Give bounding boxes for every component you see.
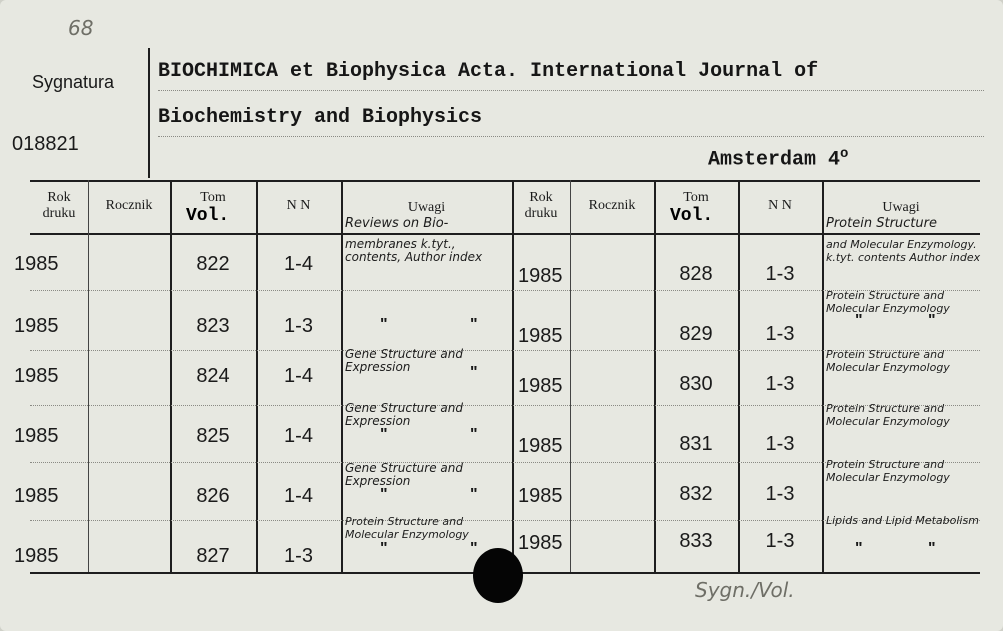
- left-row-3-year: 1985: [14, 365, 59, 387]
- left-note-5: Gene Structure and Expression: [345, 461, 463, 488]
- left-row-4-year: 1985: [14, 425, 59, 447]
- header-rok-druku-right: Rok druku: [524, 190, 558, 221]
- ditto-mark: ": [928, 312, 936, 329]
- title-dotted-2: [158, 136, 984, 137]
- header-uwagi: Uwagi: [407, 200, 446, 215]
- left-note-1: membranes k.tyt., contents, Author index: [345, 237, 483, 264]
- stamp-vol-right: Vol.: [670, 206, 714, 226]
- right-row-6-nn: 1-3: [765, 530, 795, 552]
- right-row-4-nn: 1-3: [765, 433, 795, 455]
- left-row-3-nn: 1-4: [284, 365, 313, 387]
- col-divider: [341, 180, 343, 572]
- ditto-mark: ": [470, 540, 478, 557]
- title-line-1: BIOCHIMICA et Biophysica Acta. International Journal of: [158, 60, 819, 83]
- ditto-mark: ": [380, 426, 388, 443]
- col-divider: [822, 180, 824, 572]
- right-note-4: Protein Structure and Molecular Enzymology: [826, 402, 950, 428]
- left-row-2-nn: 1-3: [284, 315, 313, 337]
- left-row-5-year: 1985: [14, 485, 59, 507]
- col-divider: [88, 180, 89, 572]
- right-row-4-vol: 831: [679, 433, 713, 455]
- col-divider: [570, 180, 571, 572]
- right-row-4-year: 1985: [518, 435, 563, 457]
- signature-divider: [148, 48, 150, 178]
- left-row-3-vol: 824: [196, 365, 230, 387]
- right-row-1-nn: 1-3: [765, 263, 795, 285]
- left-row-6-nn: 1-3: [284, 545, 313, 567]
- right-row-2-vol: 829: [679, 323, 713, 345]
- left-row-6-year: 1985: [14, 545, 59, 567]
- pencil-card-number: 68: [68, 16, 94, 40]
- ditto-mark: ": [855, 540, 863, 557]
- title-dotted-1: [158, 90, 984, 91]
- ditto-mark: ": [380, 540, 388, 557]
- left-row-4-vol: 825: [196, 425, 230, 447]
- left-row-2-vol: 823: [196, 315, 230, 337]
- right-row-3-vol: 830: [679, 373, 713, 395]
- right-row-5-vol: 832: [679, 483, 713, 505]
- right-row-2-nn: 1-3: [765, 323, 795, 345]
- note-header-right: Protein Structure: [826, 216, 937, 231]
- header-rocznik-right: Rocznik: [588, 198, 636, 213]
- ditto-mark: ": [470, 316, 478, 333]
- left-row-4-nn: 1-4: [284, 425, 313, 447]
- place-line: [708, 146, 848, 172]
- left-row-2-year: 1985: [14, 315, 59, 337]
- right-note-1: and Molecular Enzymology. k.tyt. contents Author index: [826, 238, 981, 264]
- header-tom: Tom: [200, 190, 226, 205]
- col-divider: [512, 180, 514, 572]
- left-row-1-vol: 822: [196, 253, 230, 275]
- left-row-1-nn: 1-4: [284, 253, 313, 275]
- title-line-2: Biochemistry and Biophysics: [158, 106, 483, 129]
- right-note-2: Protein Structure and Molecular Enzymology: [826, 289, 950, 315]
- punch-hole: [473, 548, 523, 603]
- header-uwagi-right: Uwagi: [882, 200, 920, 215]
- ditto-mark: ": [470, 364, 478, 381]
- header-nn-right: N N: [768, 198, 792, 213]
- right-row-5-year: 1985: [518, 485, 563, 507]
- header-tom-right: Tom: [683, 190, 709, 205]
- left-note-4: Gene Structure and Expression: [345, 401, 463, 428]
- right-row-1-vol: 828: [679, 263, 713, 285]
- note-header-left: Reviews on Bio-: [345, 216, 449, 231]
- signature-value: 018821: [12, 133, 79, 155]
- right-row-6-vol: 833: [679, 530, 713, 552]
- stamp-vol: Vol.: [186, 206, 230, 226]
- signature-label: Sygnatura: [32, 72, 115, 92]
- right-note-3: Protein Structure and Molecular Enzymology: [826, 348, 950, 374]
- header-rok-druku: Rok druku: [42, 190, 76, 221]
- ditto-mark: ": [380, 316, 388, 333]
- right-note-5: Protein Structure and Molecular Enzymology: [826, 458, 950, 484]
- ditto-mark: ": [470, 486, 478, 503]
- right-row-1-year: 1985: [518, 265, 563, 287]
- left-row-5-nn: 1-4: [284, 485, 313, 507]
- table-header-line: [30, 233, 980, 235]
- right-row-6-year: 1985: [518, 532, 563, 554]
- header-rocznik: Rocznik: [105, 198, 153, 213]
- left-row-1-year: 1985: [14, 253, 59, 275]
- ditto-mark: ": [470, 426, 478, 443]
- header-nn: N N: [286, 198, 311, 213]
- left-row-5-vol: 826: [196, 485, 230, 507]
- pencil-note-bottom: Sygn./Vol.: [695, 578, 795, 602]
- left-note-6: Protein Structure and Molecular Enzymology: [345, 515, 469, 541]
- left-note-3: Gene Structure and Expression: [345, 347, 463, 374]
- format-superscript: o: [840, 146, 849, 162]
- left-row-6-vol: 827: [196, 545, 230, 567]
- right-row-3-year: 1985: [518, 375, 563, 397]
- ditto-mark: ": [855, 312, 863, 329]
- right-note-6: Lipids and Lipid Metabolism: [826, 514, 979, 527]
- right-row-3-nn: 1-3: [765, 373, 795, 395]
- right-row-5-nn: 1-3: [765, 483, 795, 505]
- ditto-mark: ": [928, 540, 936, 557]
- right-row-2-year: 1985: [518, 325, 563, 347]
- ditto-mark: ": [380, 486, 388, 503]
- place-text: Amsterdam 4: [708, 148, 841, 172]
- table-top-line: [30, 180, 980, 182]
